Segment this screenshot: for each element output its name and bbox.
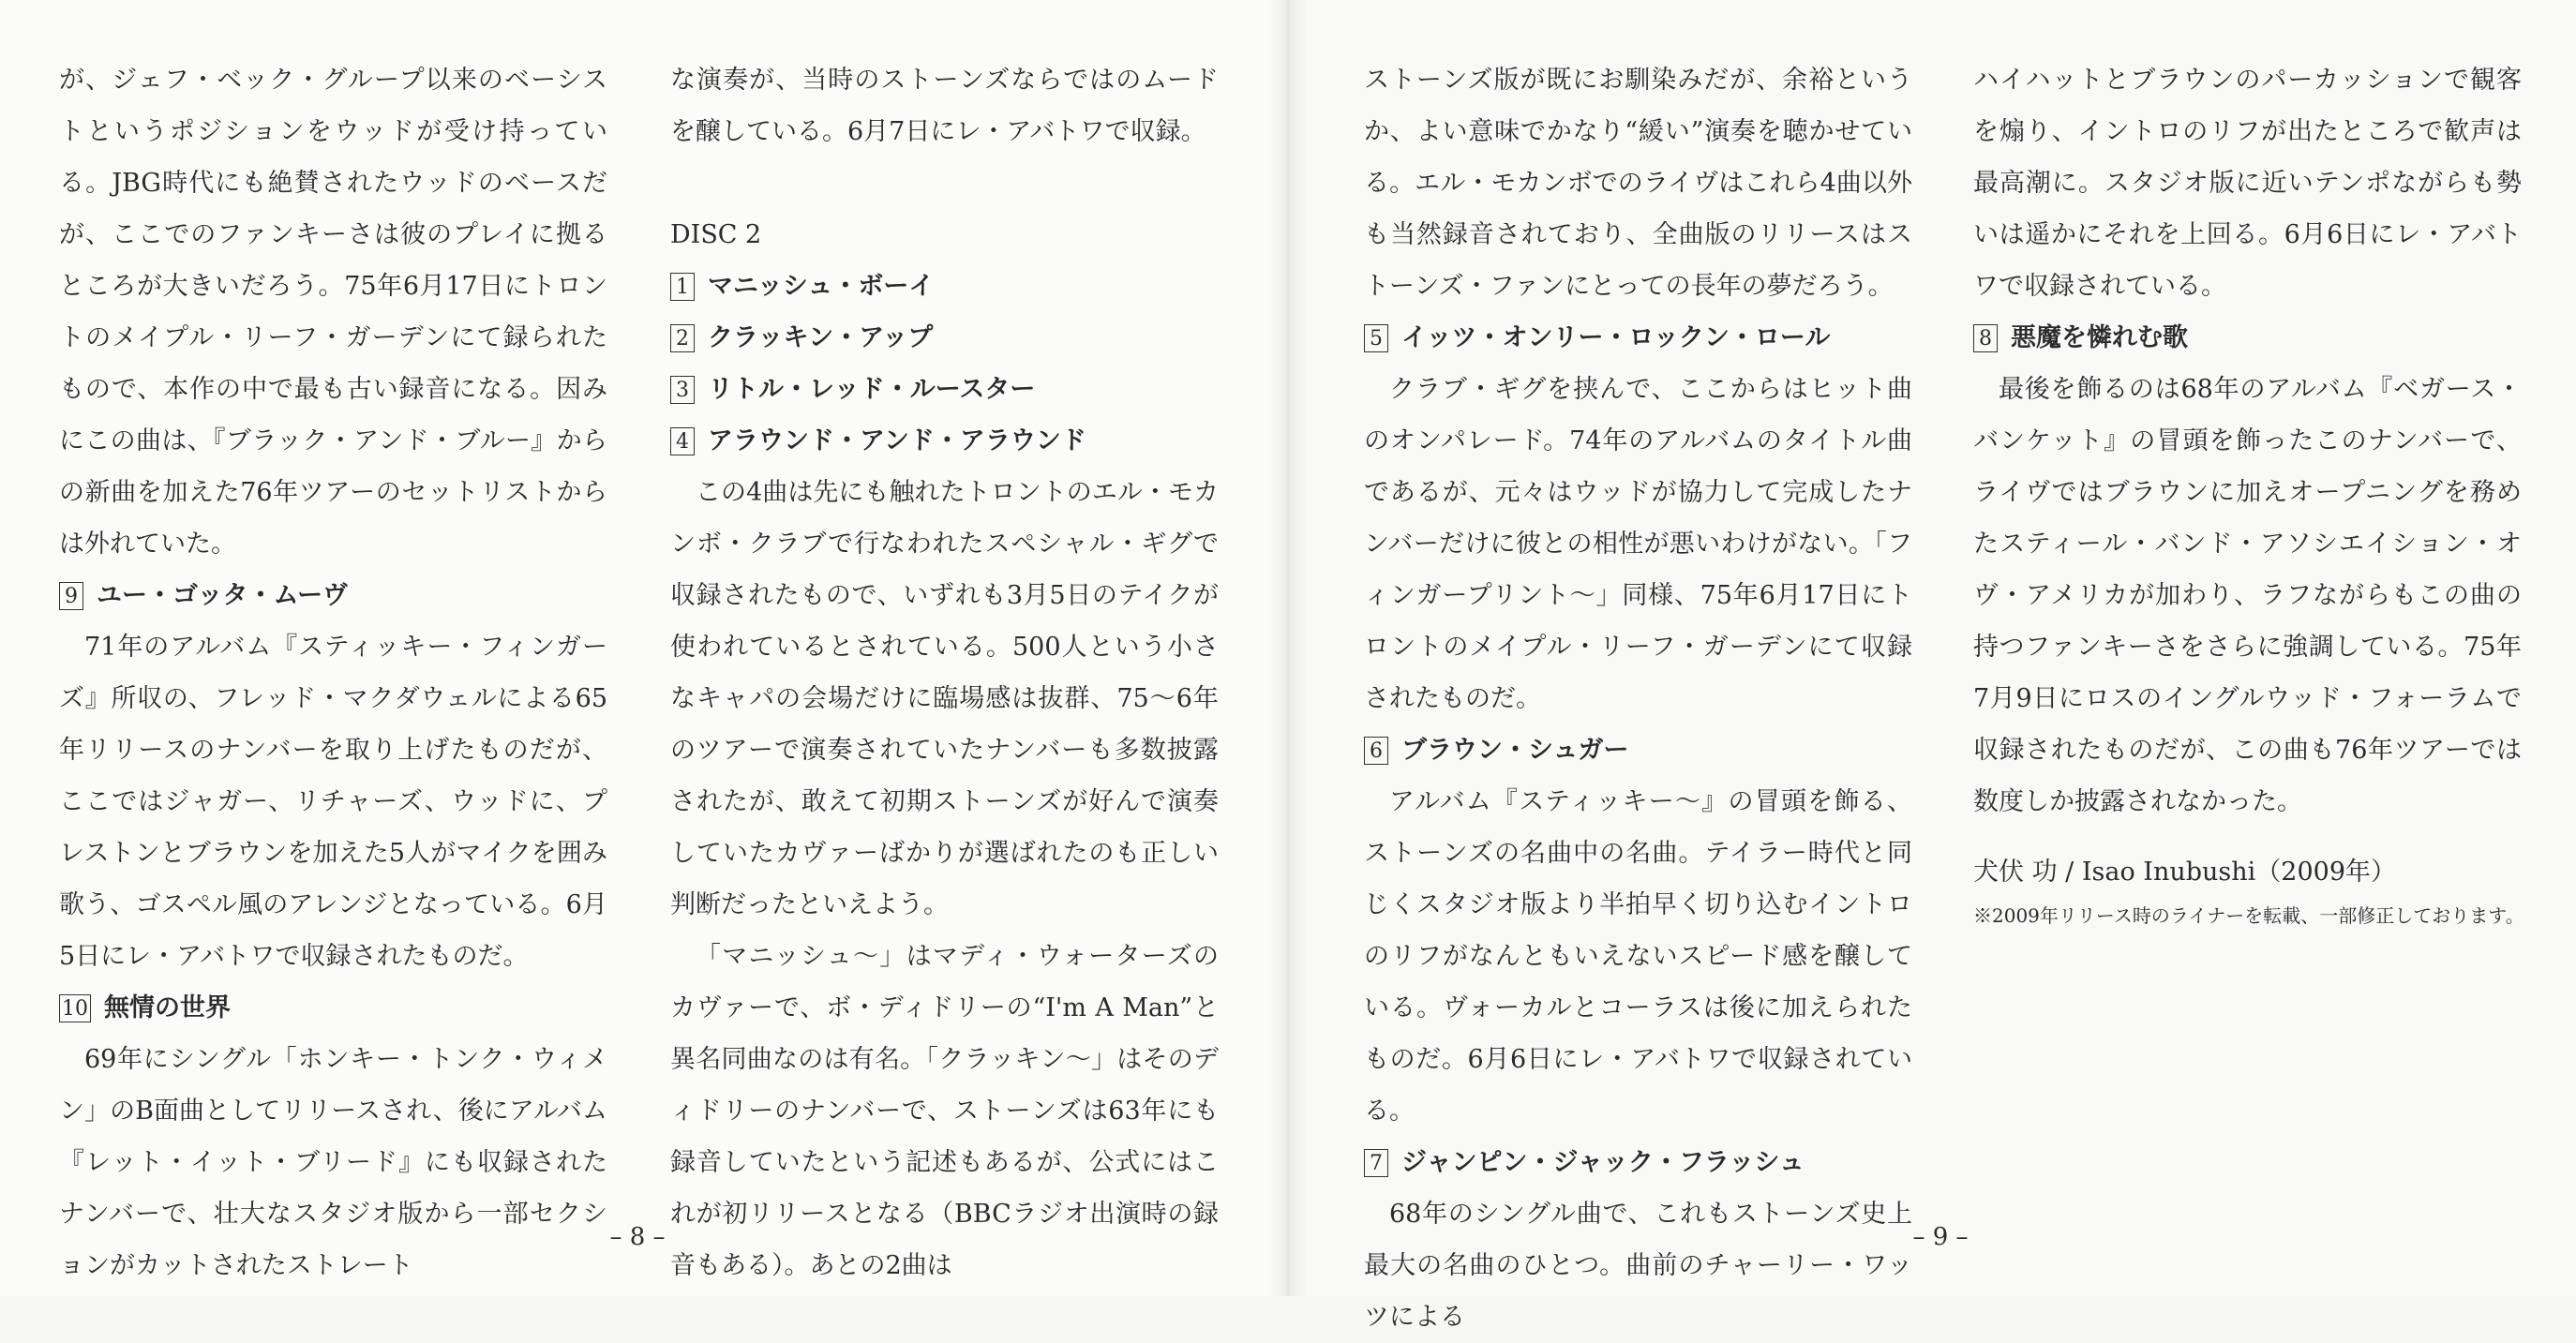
track-title: 無情の世界 [104, 993, 231, 1022]
track-title: イッツ・オンリー・ロックン・ロール [1401, 323, 1831, 352]
paragraph: ストーンズ版が既にお馴染みだが、余裕というか、よい意味でかなり“緩い”演奏を聴かせている。エル・モカンボでのライヴはこれら4曲以外も当然録音されており、全曲版のリリースはストーンズ・ファンにとっての長年の夢だろう。 [1364, 66, 1912, 301]
paragraph: この4曲は先にも触れたトロントのエル・モカンボ・クラブで行なわれたスペシャル・ギグで収録されたもので、いずれも3月5日のテイクが使われているとされている。500人という小さなキャパの会場だけに臨場感は抜群、75～6年のツアーで演奏されていたナンバーも多数披露されたが、敢えて初期ストーンズが好んで演奏していたカヴァーばかりが選ばれたのも正しい判断だったといえよう。 [670, 478, 1219, 919]
track-title: ジャンピン・ジャック・フラッシュ [1401, 1148, 1805, 1177]
track-title: マニッシュ・ボーイ [708, 272, 935, 301]
track-heading-7 [1364, 1137, 1912, 1188]
track-number-box: 8 [1973, 324, 1998, 352]
track-title: アラウンド・アンド・アラウンド [708, 426, 1086, 455]
track-number-box: 1 [670, 273, 695, 301]
column-4 [1973, 54, 2522, 933]
paragraph: 最後を飾るのは68年のアルバム『ベガース・バンケット』の冒頭を飾ったこのナンバーで、ライヴではブラウンに加えオープニングを務めたスティール・バンド・アソシエイション・オヴ・アメリカが加わり、ラフながらもこの曲の持つファンキーさをさらに強調している。75年7月9日にロスのイングルウッド・フォーラムで収録されたものだが、この曲も76年ツアーでは数度しか披露されなかった。 [1973, 375, 2522, 816]
track-heading-3 [670, 364, 1219, 415]
track-heading-4 [670, 415, 1219, 467]
paragraph: が、ジェフ・ベック・グループ以来のベーシストというポジションをウッドが受け持っている。JBG時代にも絶賛されたウッドのベースだが、ここでのファンキーさは彼のプレイに拠るところが大きいだろう。75年6月17日にトロントのメイプル・リーフ・ガーデンにて録られたもので、本作の中で最も古い録音になる。因みにこの曲は、『ブラック・アンド・ブルー』からの新曲を加えた76年ツアーのセットリストからは外れていた。 [59, 66, 607, 559]
track-title: リトル・レッド・ルースター [708, 375, 1036, 404]
track-title: ブラウン・シュガー [1401, 736, 1629, 765]
track-number-box: 6 [1364, 737, 1388, 765]
disc-heading: DISC 2 [670, 220, 762, 249]
track-heading-5 [1364, 312, 1912, 364]
page-number-left: – 8 – [609, 1223, 666, 1251]
track-number-box: 4 [670, 427, 695, 455]
track-number-box: 10 [59, 994, 91, 1022]
paragraph: 「マニッシュ～」はマディ・ウォーターズのカヴァーで、ボ・ディドリーの“I'm A Man”と異名同曲なのは有名。「クラッキン～」はそのディドリーのナンバーで、ストーンズは63年にも録音していたという記述もあるが、公式にはこれが初リリースとなる（BBCラジオ出演時の録音もある）。あとの2曲は [670, 942, 1219, 1280]
track-number-box: 9 [59, 582, 83, 610]
author-credit: 犬伏 功 / Isao Inubushi（2009年） [1973, 858, 2397, 887]
track-number-box: 7 [1364, 1149, 1388, 1177]
paragraph: ハイハットとブラウンのパーカッションで観客を煽り、イントロのリフが出たところで歓声は最高潮に。スタジオ版に近いテンポながらも勢いは遥かにそれを上回る。6月6日にレ・アバトワで収録されている。 [1973, 66, 2522, 301]
column-3 [1364, 54, 1912, 1343]
track-title: ユー・ゴッタ・ムーヴ [97, 581, 349, 610]
track-heading-9 [59, 570, 607, 621]
column-1 [59, 54, 607, 1291]
track-heading-10 [59, 982, 607, 1034]
track-heading-8 [1973, 312, 2522, 364]
paragraph: クラブ・ギグを挟んで、ここからはヒット曲のオンパレード。74年のアルバムのタイトル曲であるが、元々はウッドが協力して完成したナンバーだけに彼との相性が悪いわけがない。「フィンガープリント～」同様、75年6月17日にトロントのメイプル・リーフ・ガーデンにて収録されたものだ。 [1364, 375, 1912, 713]
paragraph: 69年にシングル「ホンキー・トンク・ウィメン」のB面曲としてリリースされ、後にアルバム『レット・イット・ブリード』にも収録されたナンバーで、壮大なスタジオ版から一部セクションがカットされたストレート [59, 1045, 607, 1280]
reprint-note: ※2009年リリース時のライナーを転載、一部修正しております。 [1973, 904, 2524, 927]
track-number-box: 3 [670, 376, 695, 404]
track-title: 悪魔を憐れむ歌 [2011, 323, 2188, 352]
paragraph: アルバム『スティッキー～』の冒頭を飾る、ストーンズの名曲中の名曲。テイラー時代と同じくスタジオ版より半拍早く切り込むイントロのリフがなんともいえないスピード感を醸している。ヴォーカルとコーラスは後に加えられたものだ。6月6日にレ・アバトワで収録されている。 [1364, 787, 1912, 1126]
paragraph: 71年のアルバム『スティッキー・フィンガーズ』所収の、フレッド・マクダウェルによる65年リリースのナンバーを取り上げたものだが、ここではジャガー、リチャーズ、ウッドに、プレストンとブラウンを加えた5人がマイクを囲み歌う、ゴスペル風のアレンジとなっている。6月5日にレ・アバトワで収録されたものだ。 [59, 633, 607, 971]
spacer [670, 157, 1219, 209]
track-heading-1 [670, 261, 1219, 312]
track-number-box: 2 [670, 324, 695, 352]
paragraph: 68年のシングル曲で、これもストーンズ史上最大の名曲のひとつ。曲前のチャーリー・ワッツによる [1364, 1200, 1912, 1332]
column-2 [670, 54, 1219, 1291]
track-heading-6 [1364, 724, 1912, 776]
page-number-right: – 9 – [1912, 1223, 1969, 1251]
track-title: クラッキン・アップ [708, 323, 934, 352]
paragraph: な演奏が、当時のストーンズならではのムードを醸している。6月7日にレ・アバトワで収録。 [670, 66, 1219, 146]
track-number-box: 5 [1364, 324, 1388, 352]
track-heading-2 [670, 312, 1219, 364]
book-gutter [1267, 0, 1309, 1296]
